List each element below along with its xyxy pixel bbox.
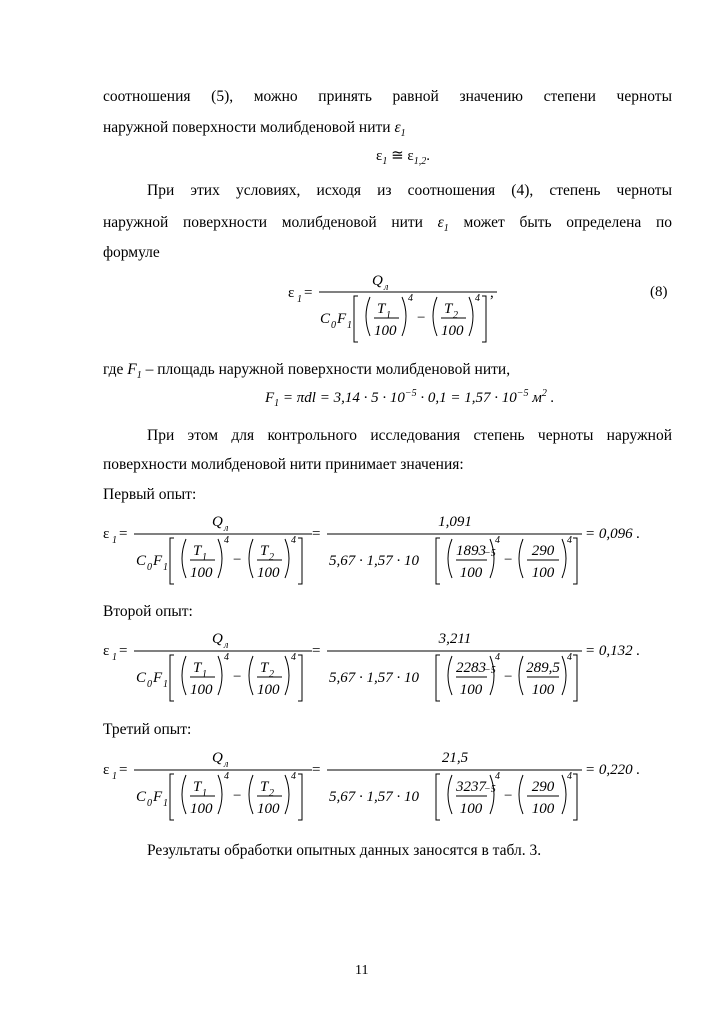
right-bracket [298, 538, 302, 584]
minus-sign: − [504, 552, 513, 568]
t2-subscript: 2 [269, 669, 274, 680]
paragraph-2-line-3: формуле [103, 244, 160, 261]
approx-equation: $\varepsilon_1$ ≅ $\varepsilon_{1,2}$. [376, 148, 430, 167]
heat-flow-symbol: Q [212, 631, 223, 647]
num-t1-denominator: 100 [459, 801, 483, 817]
svg-text:1: 1 [297, 294, 302, 305]
t2-subscript: 2 [269, 788, 274, 799]
t2-group-close-paren [285, 539, 289, 578]
svg-text:4: 4 [475, 293, 480, 304]
t1-group-open-paren [182, 656, 186, 695]
num-t2-denominator: 100 [531, 565, 555, 581]
power-4: 4 [567, 535, 572, 546]
right-bracket [573, 538, 577, 584]
t1-denominator: 100 [190, 801, 213, 817]
t1-denominator: 100 [190, 682, 213, 698]
t2-value: 290 [531, 779, 555, 795]
t1-denominator: 100 [190, 565, 213, 581]
paragraph-1-line-2: наружной поверхности молибденовой нити $\varepsilon_1$ [103, 119, 406, 140]
right-bracket [298, 774, 302, 820]
equals-sign: = [312, 643, 321, 659]
svg-text:T: T [377, 301, 386, 317]
coefficient: 5,67 · 1,57 · 10 [329, 553, 419, 569]
svg-text:T: T [444, 301, 453, 317]
svg-text:−: − [417, 310, 426, 326]
experiment-1-label: Первый опыт: [103, 486, 197, 503]
equals-sign: = [119, 643, 128, 659]
power-4: 4 [567, 652, 572, 663]
q-value: 3,211 [438, 631, 472, 647]
num-t2-group-close-paren [562, 656, 566, 695]
t1-group-close-paren [218, 539, 222, 578]
num-t2-group-close-paren [562, 539, 566, 578]
t1-symbol: T [193, 660, 202, 676]
left-bracket [436, 774, 440, 820]
epsilon-symbol: ε [103, 762, 110, 778]
power-4: 4 [224, 652, 229, 663]
right-bracket [573, 655, 577, 701]
t2-symbol: T [260, 779, 269, 795]
results-line: Результаты обработки опытных данных заносятся в табл. 3. [147, 842, 542, 859]
coefficient: 5,67 · 1,57 · 10 [329, 670, 419, 686]
svg-text:=: = [304, 285, 313, 301]
power-4: 4 [224, 771, 229, 782]
num-t1-group-open-paren [448, 775, 452, 814]
t2-value: 290 [531, 543, 555, 559]
svg-text:0: 0 [331, 320, 336, 331]
svg-text:100: 100 [374, 323, 397, 339]
t2-symbol: T [260, 543, 269, 559]
f1-subscript: 1 [163, 798, 168, 809]
svg-text:ε: ε [288, 285, 295, 301]
f1-symbol: F [153, 670, 163, 686]
t1-group-open-paren [182, 539, 186, 578]
coefficient-exponent: −5 [484, 665, 496, 676]
minus-sign: − [233, 669, 242, 685]
minus-sign: − [504, 788, 513, 804]
experiment-3-label: Третий опыт: [103, 721, 192, 738]
t2-group-open-paren [249, 539, 253, 578]
t2-group-close-paren [285, 775, 289, 814]
t1-group-close-paren [218, 775, 222, 814]
coefficient-exponent: −5 [484, 548, 496, 559]
num-t1-denominator: 100 [459, 565, 483, 581]
left-bracket [436, 655, 440, 701]
heat-flow-subscript: л [224, 759, 229, 770]
epsilon-symbol: ε [103, 643, 110, 659]
experiment-2-label: Второй опыт: [103, 603, 193, 620]
result-value: = 0,096 . [585, 526, 641, 542]
svg-text:Q: Q [372, 273, 383, 289]
epsilon-symbol: ε [103, 526, 110, 542]
svg-text:1: 1 [386, 310, 391, 321]
power-4: 4 [495, 535, 500, 546]
power-4: 4 [291, 652, 296, 663]
num-t2-group-close-paren [562, 775, 566, 814]
left-bracket [170, 655, 174, 701]
result-value: = 0,132 . [585, 643, 641, 659]
result-value: = 0,220 . [585, 762, 641, 778]
num-t2-group-open-paren [519, 539, 523, 578]
f1-subscript: 1 [163, 562, 168, 573]
left-bracket [436, 538, 440, 584]
num-t2-group-open-paren [519, 775, 523, 814]
c0-symbol: C [136, 670, 147, 686]
num-t2-denominator: 100 [531, 801, 555, 817]
c0-symbol: C [136, 789, 147, 805]
minus-sign: − [233, 788, 242, 804]
num-t2-group-open-paren [519, 656, 523, 695]
svg-text:100: 100 [441, 323, 464, 339]
epsilon-subscript: 1 [112, 652, 117, 663]
t2-denominator: 100 [257, 565, 280, 581]
t1-subscript: 1 [202, 788, 207, 799]
svg-text:л: л [384, 282, 389, 293]
num-t2-denominator: 100 [531, 682, 555, 698]
t1-value: 1893 [456, 543, 486, 559]
c0-subscript: 0 [147, 562, 152, 573]
t1-group-close-paren [218, 656, 222, 695]
t2-subscript: 2 [269, 552, 274, 563]
heat-flow-symbol: Q [212, 514, 223, 530]
t2-group-open-paren [249, 656, 253, 695]
where-line: где $F_1$ – площадь наружной поверхности молибденовой нити, [103, 361, 511, 382]
c0-subscript: 0 [147, 798, 152, 809]
t1-value: 3237 [456, 779, 486, 795]
minus-sign: − [233, 552, 242, 568]
t2-group-open-paren [249, 775, 253, 814]
heat-flow-subscript: л [224, 523, 229, 534]
power-4: 4 [495, 771, 500, 782]
equals-sign: = [119, 526, 128, 542]
f1-symbol: F [153, 553, 163, 569]
q-value: 21,5 [441, 750, 469, 766]
svg-text:2: 2 [453, 310, 458, 321]
right-bracket [573, 774, 577, 820]
epsilon-subscript: 1 [112, 535, 117, 546]
page-number: 11 [355, 963, 369, 978]
t1-group-open-paren [182, 775, 186, 814]
power-4: 4 [567, 771, 572, 782]
q-value: 1,091 [438, 514, 472, 530]
t1-subscript: 1 [202, 552, 207, 563]
c0-subscript: 0 [147, 679, 152, 690]
t2-value: 289,5 [526, 660, 560, 676]
equals-sign: = [312, 762, 321, 778]
f1-subscript: 1 [163, 679, 168, 690]
left-bracket [170, 538, 174, 584]
coefficient-exponent: −5 [484, 784, 496, 795]
t1-symbol: T [193, 779, 202, 795]
equals-sign: = [312, 526, 321, 542]
left-bracket [170, 774, 174, 820]
epsilon-subscript: 1 [112, 771, 117, 782]
heat-flow-symbol: Q [212, 750, 223, 766]
equals-sign: = [119, 762, 128, 778]
power-4: 4 [291, 771, 296, 782]
svg-text:4: 4 [408, 293, 413, 304]
minus-sign: − [504, 669, 513, 685]
svg-text:F: F [337, 311, 347, 327]
paragraph-3-line-2: поверхности молибденовой нити принимает значения: [103, 456, 464, 473]
f1-symbol: F [153, 789, 163, 805]
c0-symbol: C [136, 553, 147, 569]
svg-text:(8): (8) [650, 284, 668, 300]
t2-denominator: 100 [257, 801, 280, 817]
paragraph-3-line-1: При этом для контрольного исследования степень черноты наружной [147, 427, 672, 444]
t1-subscript: 1 [202, 669, 207, 680]
num-t1-group-open-paren [448, 539, 452, 578]
t1-value: 2283 [456, 660, 486, 676]
num-t1-denominator: 100 [459, 682, 483, 698]
paragraph-1-line-1: соотношения (5), можно принять равной значению степени черноты [103, 88, 672, 105]
num-t1-group-open-paren [448, 656, 452, 695]
power-4: 4 [495, 652, 500, 663]
svg-text:1: 1 [347, 320, 352, 331]
t2-group-close-paren [285, 656, 289, 695]
t2-denominator: 100 [257, 682, 280, 698]
area-equation: $F_1 = \pi dl = 3,14 \cdot 5 \cdot 10^{-5} \cdot 0,1 = 1,57 \cdot 10^{-5}$ $м^2$ . [265, 388, 555, 409]
power-4: 4 [224, 535, 229, 546]
t2-symbol: T [260, 660, 269, 676]
paragraph-2-line-2: наружной поверхности молибденовой нити $\varepsilon_1$ может быть определена по [103, 214, 672, 235]
paragraph-2-line-1: При этих условиях, исходя из соотношения (4), степень черноты [147, 182, 672, 199]
heat-flow-subscript: л [224, 640, 229, 651]
power-4: 4 [291, 535, 296, 546]
t1-symbol: T [193, 543, 202, 559]
coefficient: 5,67 · 1,57 · 10 [329, 789, 419, 805]
svg-text:,: , [490, 285, 494, 301]
svg-text:C: C [320, 311, 331, 327]
right-bracket [298, 655, 302, 701]
